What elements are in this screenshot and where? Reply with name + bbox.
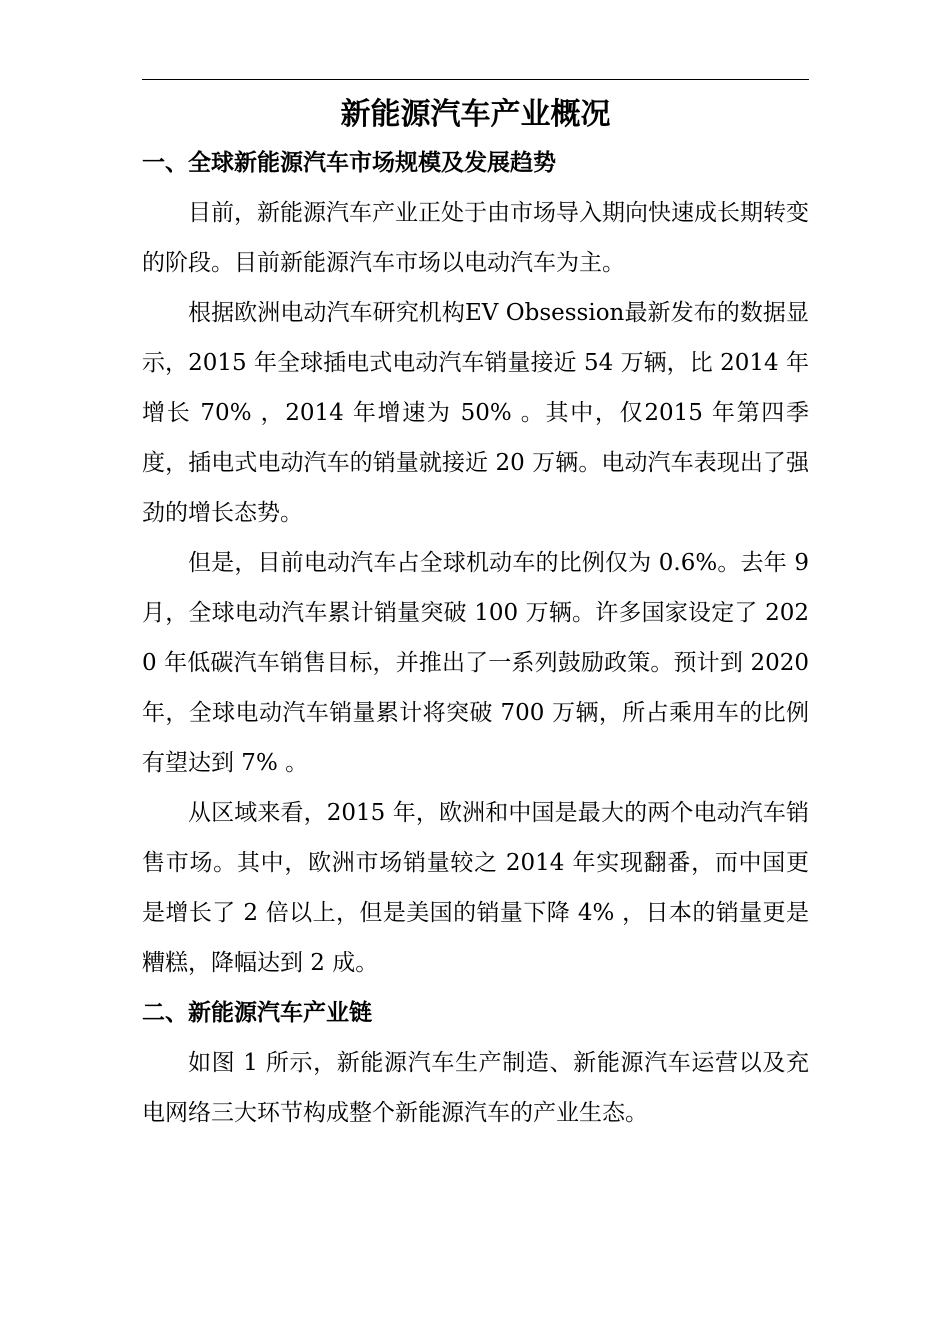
paragraph: 但是，目前电动汽车占全球机动车的比例仅为 0.6%。去年 9 月，全球电动汽车累计销量突破 100 万辆。许多国家设定了 2020 年低碳汽车销售目标，并推出了一系列鼓励政策。预计到 2020 年，全球电动汽车销量累计将突破 700 万辆，所占乘用车的比例有望达到 7% 。 <box>142 550 809 776</box>
section-market <box>142 138 809 988</box>
section-heading: 一、全球新能源汽车市场规模及发展趋势 <box>142 150 556 176</box>
paragraph: 如图 1 所示，新能源汽车生产制造、新能源汽车运营以及充电网络三大环节构成整个新能源汽车的产业生态。 <box>142 1050 809 1126</box>
document-title: 新能源汽车产业概况 <box>340 97 611 132</box>
paragraph: 从区域来看，2015 年，欧洲和中国是最大的两个电动汽车销售市场。其中，欧洲市场销量较之 2014 年实现翻番，而中国更是增长了 2 倍以上，但是美国的销量下降 4% ，日本的销量更是糟糕，降幅达到 2 成。 <box>142 800 809 976</box>
document-page <box>142 92 809 1138</box>
section-heading: 二、新能源汽车产业链 <box>142 1000 372 1026</box>
header-rule <box>142 79 809 80</box>
section-industry-chain <box>142 988 809 1138</box>
paragraph: 目前，新能源汽车产业正处于由市场导入期向快速成长期转变的阶段。目前新能源汽车市场以电动汽车为主。 <box>142 200 809 276</box>
paragraph: 根据欧洲电动汽车研究机构EV Obsession最新发布的数据显示，2015 年全球插电式电动汽车销量接近 54 万辆，比 2014 年增长 70% ，2014 年增速为 50% 。其中，仅2015 年第四季度，插电式电动汽车的销量就接近 20 万辆。电动汽车表现出了强劲的增长态势。 <box>142 300 809 526</box>
